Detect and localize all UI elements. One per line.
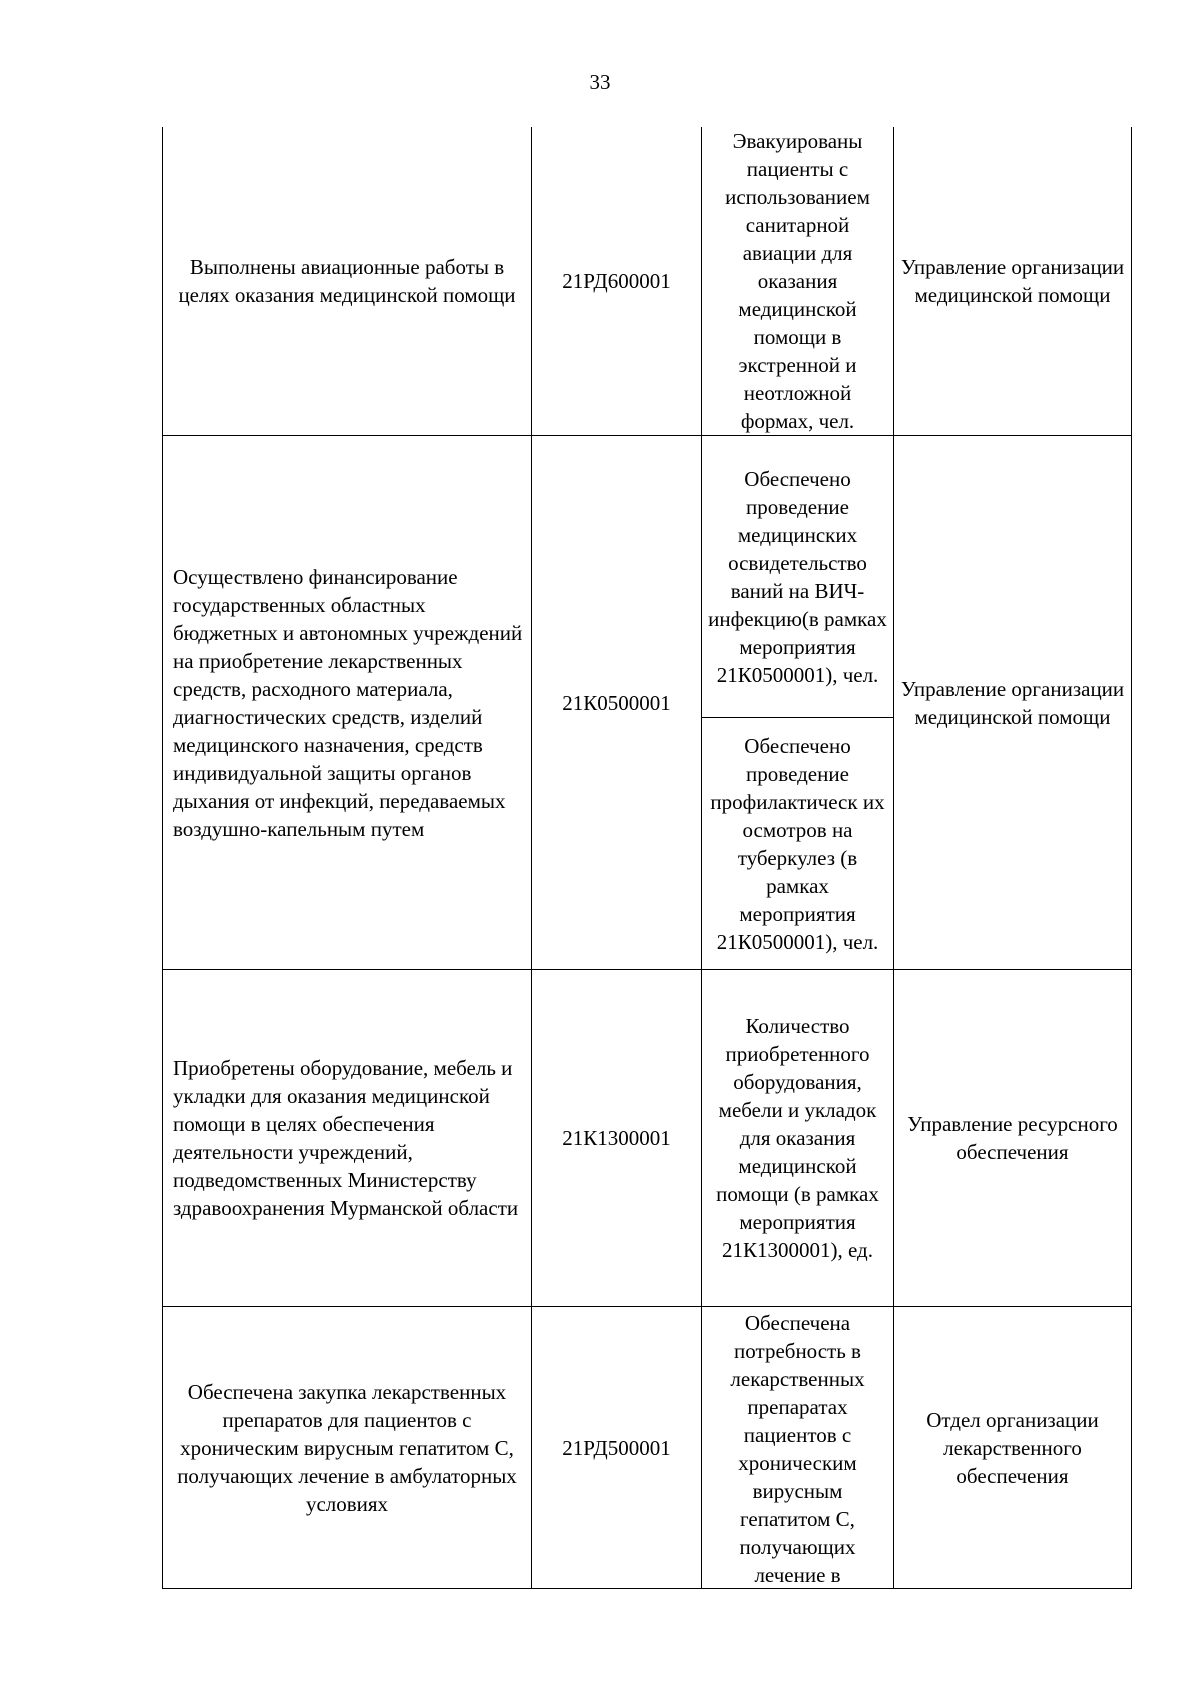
indicator-cell: Количество приобретенного оборудования, мебели и укладок для оказания медицинской помощи (в рамках мероприятия 21К1300001), ед. — [702, 970, 894, 1307]
result-cell: Выполнены авиационные работы в целях оказания медицинской помощи — [163, 127, 532, 436]
indicator-cell: Обеспечено проведение профилактическ их осмотров на туберкулез (в рамках мероприятия 21К0500001), чел. — [702, 718, 894, 970]
code-cell: 21РД600001 — [532, 127, 702, 436]
table-row — [163, 970, 1132, 1307]
results-table — [162, 127, 1132, 1589]
indicator-clip — [708, 1307, 887, 1588]
table-row — [163, 436, 1132, 718]
result-cell: Приобретены оборудование, мебель и укладки для оказания медицинской помощи в целях обеспечения деятельности учреждений, подведомственных Министерству здравоохранения Мурманской области — [163, 970, 532, 1307]
table-row — [163, 1307, 1132, 1589]
responsible-cell: Управление организации медицинской помощи — [894, 127, 1132, 436]
result-cell: Обеспечена закупка лекарственных препаратов для пациентов с хроническим вирусным гепатитом С, получающих лечение в амбулаторных условиях — [163, 1307, 532, 1589]
indicator-cell: Эвакуированы пациенты с использованием санитарной авиации для оказания медицинской помощи в экстренной и неотложной формах, чел. — [702, 127, 894, 436]
indicator-text: Обеспечена потребность в лекарственных препаратах пациентов с хроническим вирусным гепатитом С, получающих лечение в — [730, 1311, 865, 1587]
responsible-cell: Управление организации медицинской помощи — [894, 436, 1132, 970]
responsible-cell: Управление ресурсного обеспечения — [894, 970, 1132, 1307]
code-cell: 21РД500001 — [532, 1307, 702, 1589]
code-cell: 21К0500001 — [532, 436, 702, 970]
code-cell: 21К1300001 — [532, 970, 702, 1307]
indicator-cell: Обеспечено проведение медицинских освидетельство ваний на ВИЧ-инфекцию(в рамках мероприятия 21К0500001), чел. — [702, 436, 894, 718]
result-cell: Осуществлено финансирование государственных областных бюджетных и автономных учреждений на приобретение лекарственных средств, расходного материала, диагностических средств, изделий медицинского назначения, средств индивидуальной защиты органов дыхания от инфекций, передаваемых воздушно-капельным путем — [163, 436, 532, 970]
page-number: 33 — [589, 70, 611, 94]
responsible-cell: Отдел организации лекарственного обеспечения — [894, 1307, 1132, 1589]
indicator-cell — [702, 1307, 894, 1589]
table-row — [163, 127, 1132, 436]
